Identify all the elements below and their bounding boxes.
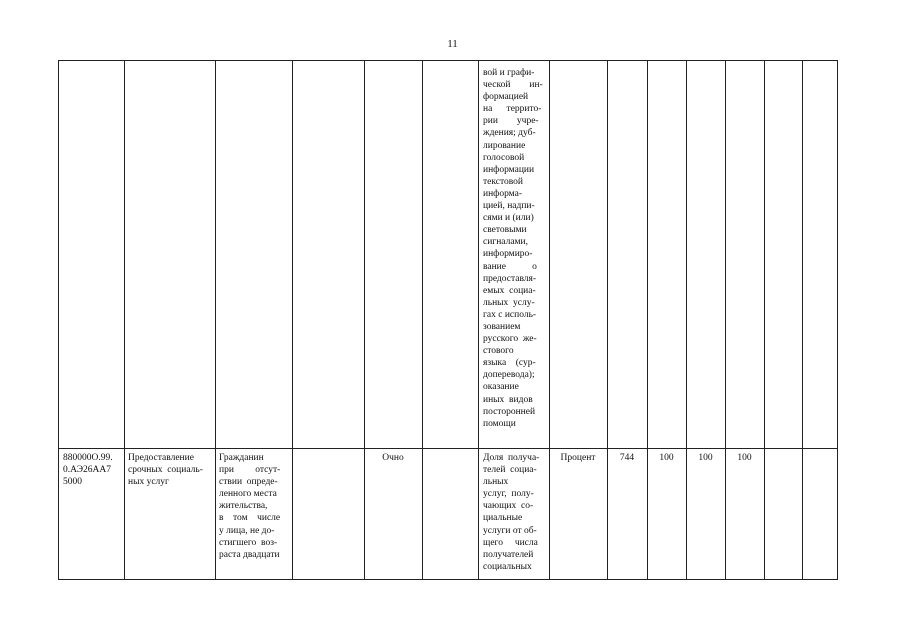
column-divider xyxy=(124,61,125,579)
column-divider xyxy=(725,61,726,579)
row-divider xyxy=(59,448,837,449)
page-number: 11 xyxy=(447,38,458,50)
column-divider xyxy=(549,61,550,579)
column-divider xyxy=(215,61,216,579)
column-divider xyxy=(686,61,687,579)
indicator-continuation-cell: вой и графи- ческой ин- формацией на террито- рии учре- ждения; дуб- лирование голосовой информации текстовой информа- цией, надпи- сями и (или) световыми сигналами, информиро- вание о предоставля- емых социа- льных услу- гах с исполь- зованием русского же- стового языка (сур- доперевода); оказание иных видов посторонней помощи xyxy=(483,68,543,429)
column-divider xyxy=(764,61,765,579)
column-divider xyxy=(478,61,479,579)
recipient-category-cell: Гражданин при отсут- ствии опреде- ленного места жительства, в том числе у лица, не до- стигшего воз- раста двадцати xyxy=(219,453,281,560)
value-year2-cell: 100 xyxy=(698,453,713,463)
column-divider xyxy=(422,61,423,579)
column-divider xyxy=(292,61,293,579)
services-table xyxy=(58,60,838,580)
service-name-cell: Предоставление срочных социаль- ных услуг xyxy=(128,453,203,488)
value-year1-cell: 100 xyxy=(659,453,674,463)
unit-cell: Процент xyxy=(560,453,596,463)
value-year3-cell: 100 xyxy=(737,453,752,463)
column-divider xyxy=(607,61,608,579)
indicator-name-cell: Доля получа- телей социа- льных услуг, полу- чающих со- циальные услуги от об- щего числа получателей социальных xyxy=(483,453,540,572)
service-form-cell: Очно xyxy=(382,453,404,463)
okei-code-cell: 744 xyxy=(619,453,635,463)
column-divider xyxy=(802,61,803,579)
registry-code-cell: 880000О.99. 0.АЭ26АА7 5000 xyxy=(63,453,113,488)
column-divider xyxy=(647,61,648,579)
column-divider xyxy=(364,61,365,579)
